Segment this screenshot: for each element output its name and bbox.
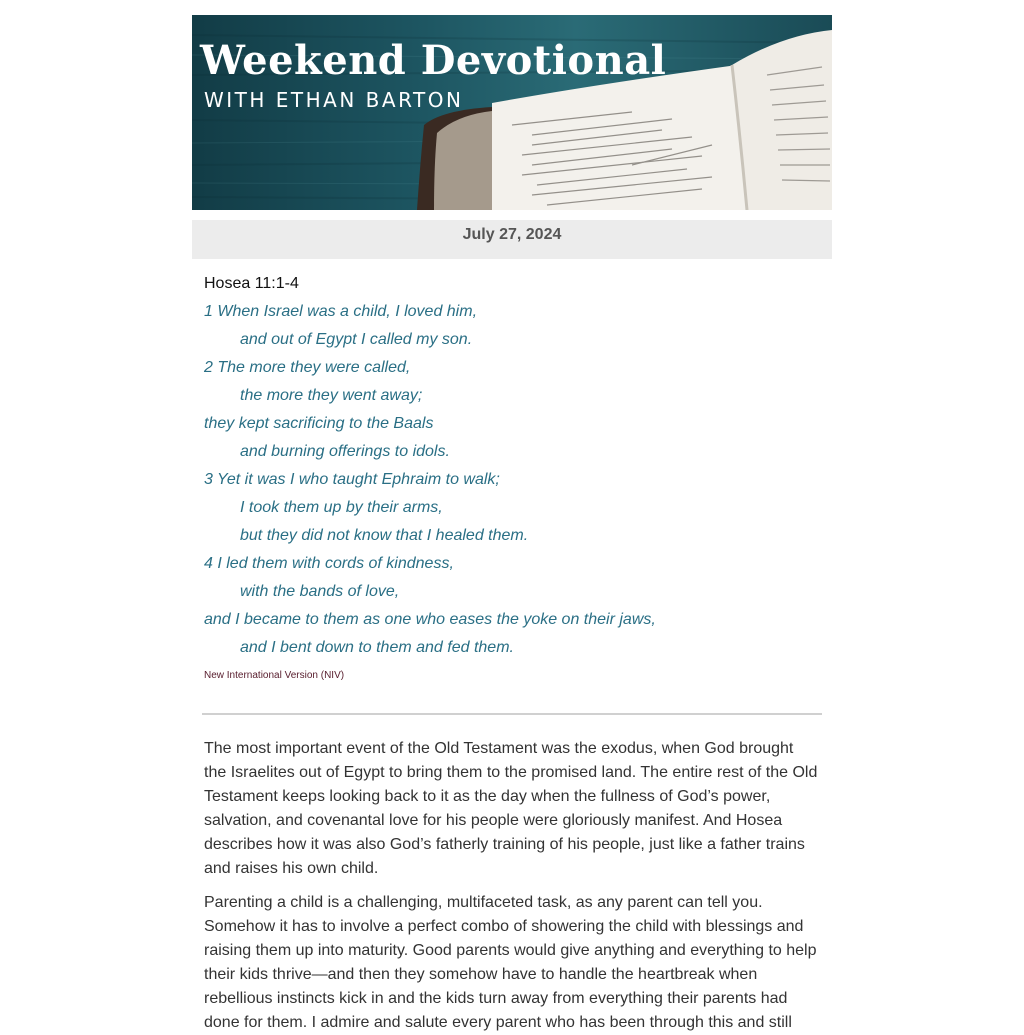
section-divider (202, 713, 822, 715)
verse-line: 4 I led them with cords of kindness, (204, 555, 454, 572)
scripture-reference: Hosea 11:1-4 (204, 275, 299, 292)
verse-line: 3 Yet it was I who taught Ephraim to walk; (204, 471, 500, 488)
verse-line: and I became to them as one who eases the yoke on their jaws, (204, 611, 656, 628)
banner-title: Weekend Devotional (200, 37, 667, 84)
banner-subtitle: WITH ETHAN BARTON (204, 88, 464, 112)
verse-line: with the bands of love, (240, 583, 400, 600)
verse-line: and burning offerings to idols. (240, 443, 450, 460)
verse-line: 2 The more they were called, (204, 359, 411, 376)
devotional-date: July 27, 2024 (462, 226, 562, 243)
verse-line: and I bent down to them and fed them. (240, 639, 514, 656)
verse-line: they kept sacrificing to the Baals (204, 415, 434, 432)
body-paragraph: Parenting a child is a challenging, multifaceted task, as any parent can tell you. Somehow it has to involve a perfect combo of showering the child with blessings and raising them up into maturity. Good parents would give anything and everything to help their kids thrive—and then they somehow have to handle the heartbreak when rebellious instincts kick in and the kids turn away from everything their parents had done for them. I admire and salute every parent who has been through this and still (204, 894, 817, 1031)
date-bar (192, 220, 832, 259)
bible-version-link[interactable]: New International Version (NIV) (204, 670, 345, 681)
header-banner (192, 15, 832, 210)
body-paragraph: The most important event of the Old Testament was the exodus, when God brought the Israelites out of Egypt to bring them to the promised land. The entire rest of the Old Testament keeps looking back to it as the day when the fullness of God’s power, salvation, and covenantal love for his people were gloriously manifest. And Hosea describes how it was also God’s fatherly training of his people, just like a father trains and raises his own child. (204, 740, 818, 877)
scripture-passage (204, 298, 656, 662)
verse-line: 1 When Israel was a child, I loved him, (204, 303, 478, 320)
verse-line: but they did not know that I healed them. (240, 527, 529, 544)
verse-line: I took them up by their arms, (240, 499, 443, 516)
verse-line: the more they went away; (240, 387, 423, 404)
verse-line: and out of Egypt I called my son. (240, 331, 473, 348)
